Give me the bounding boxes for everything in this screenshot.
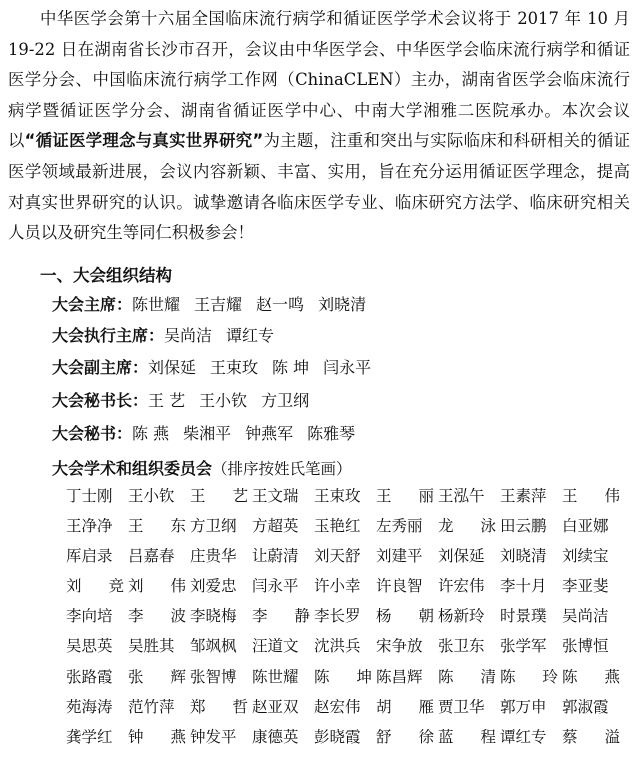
committee-member: 田 云 鹏 xyxy=(500,517,547,536)
committee-member: 赵 宏 伟 xyxy=(314,697,361,716)
committee-member: 吴 思 英 xyxy=(66,637,113,656)
role-row xyxy=(52,355,385,378)
committee-member: 李 十 月 xyxy=(500,577,547,596)
person-name: 吴尚洁 xyxy=(164,326,213,345)
committee-member: 赵 亚 双 xyxy=(252,697,299,716)
committee-member: 许 小 幸 xyxy=(314,577,361,596)
committee-member: 方 卫 纲 xyxy=(190,517,237,536)
committee-label: 大会学术和组织委员会 xyxy=(52,459,213,478)
role-names xyxy=(148,391,323,410)
committee-member: 刘 伟 xyxy=(128,577,186,596)
person-name: 王小钦 xyxy=(199,391,248,410)
intro-text-part2: 为主题，注重和突出与实际临床和科研相关的循证医学领域最新进展，会议内容新颖、丰富、实用，旨在充分运用循证医学理念，提高对真实世界研究的认识。诚挚邀请各临床医学专业、临床研究方法学、临床研究相关人员以及研究生等同仁积极参会！ xyxy=(8,131,631,243)
committee-member: 王 小 钦 xyxy=(128,487,175,505)
role-label: 大会秘书： xyxy=(52,424,133,443)
role-names xyxy=(164,326,288,345)
committee-member: 杨 朝 xyxy=(376,607,434,626)
committee-member: 汪 道 文 xyxy=(252,637,299,656)
committee-member: 张 智 博 xyxy=(190,667,237,686)
committee-member: 张 学 军 xyxy=(500,637,547,656)
committee-row xyxy=(66,725,624,755)
person-name: 方卫纲 xyxy=(261,391,310,410)
committee-member: 玉 艳 红 xyxy=(314,517,361,536)
person-name: 刘保延 xyxy=(148,358,197,377)
committee-member: 李 长 罗 xyxy=(314,607,361,626)
committee-row xyxy=(66,665,624,695)
committee-member: 李 亚 斐 xyxy=(562,577,609,596)
committee-member: 吴 胜 其 xyxy=(128,637,175,656)
committee-member: 王 丽 xyxy=(376,487,434,505)
role-row xyxy=(52,388,323,411)
committee-member: 丁 士 刚 xyxy=(66,487,113,505)
committee-row xyxy=(66,544,624,574)
committee-member: 陈 昌 辉 xyxy=(376,667,423,686)
committee-heading xyxy=(52,456,352,479)
role-names xyxy=(148,358,385,377)
committee-member: 郑 哲 xyxy=(190,697,248,716)
committee-member: 刘 建 平 xyxy=(376,547,423,566)
committee-member: 李 向 培 xyxy=(66,607,113,626)
role-row xyxy=(52,292,380,315)
person-name: 刘晓清 xyxy=(318,295,367,314)
committee-member: 陈 清 xyxy=(438,667,496,686)
role-label: 大会主席： xyxy=(52,295,133,314)
committee-member: 王 东 xyxy=(128,517,186,536)
committee-member: 王 泓 午 xyxy=(438,487,485,505)
committee-row xyxy=(66,514,624,544)
committee-note: （排序按姓氏笔画） xyxy=(212,460,352,478)
committee-member: 张 卫 东 xyxy=(438,637,485,656)
committee-member: 刘 续 宝 xyxy=(562,547,609,566)
role-names xyxy=(132,424,369,443)
committee-member: 许 良 智 xyxy=(376,577,423,596)
role-label: 大会副主席： xyxy=(52,358,149,377)
role-row xyxy=(52,421,369,444)
role-label: 大会执行主席： xyxy=(52,326,165,345)
committee-member: 李 波 xyxy=(128,607,186,626)
committee-member: 舒 徐 xyxy=(376,727,434,746)
role-row xyxy=(52,323,288,346)
person-name: 陈雅琴 xyxy=(307,424,356,443)
committee-member: 王 素 萍 xyxy=(500,487,547,505)
committee-member: 陈 玲 xyxy=(500,667,558,686)
committee-member: 时 景 璞 xyxy=(500,607,547,626)
committee-member: 王 束 玫 xyxy=(314,487,361,505)
committee-member: 刘 天 舒 xyxy=(314,547,361,566)
committee-member: 彭 晓 霞 xyxy=(314,727,361,746)
committee-member: 郭 淑 霞 xyxy=(562,697,609,716)
committee-member: 白 亚 娜 xyxy=(562,517,609,536)
committee-member: 龙 泳 xyxy=(438,517,496,536)
committee-member: 王 伟 xyxy=(562,487,620,505)
committee-row xyxy=(66,574,624,604)
committee-member: 庄 贵 华 xyxy=(190,547,237,566)
committee-names-grid xyxy=(66,484,624,755)
committee-row xyxy=(66,484,624,514)
committee-row xyxy=(66,695,624,725)
committee-member: 许 宏 伟 xyxy=(438,577,485,596)
committee-member: 沈 洪 兵 xyxy=(314,637,361,656)
committee-row xyxy=(66,634,624,664)
person-name: 柴湘平 xyxy=(183,424,232,443)
committee-member: 刘 晓 清 xyxy=(500,547,547,566)
committee-member: 陈 世 耀 xyxy=(252,667,299,686)
person-name: 谭红专 xyxy=(226,326,275,345)
role-names xyxy=(132,295,380,314)
committee-member: 王 文 瑞 xyxy=(252,487,299,505)
committee-member: 郭 万 申 xyxy=(500,697,547,716)
committee-member: 刘 保 延 xyxy=(438,547,485,566)
committee-member: 李 晓 梅 xyxy=(190,607,237,626)
person-name: 王 艺 xyxy=(148,391,186,410)
intro-text-part1: 中华医学会第十六届全国临床流行病学和循证医学学术会议将于 2017 年 10 月 19-22 日在湖南省长沙市召开，会议由中华医学会、中华医学会临床流行病学和循证医学分会、中国临床流行病学工作网（ChinaCLEN）主办，湖南省医学会临床流行病学暨循证医学分会、湖南省循证医学中心、中南大学湘雅二医院承办。本次会议以 xyxy=(8,9,630,151)
person-name: 闫永平 xyxy=(323,358,372,377)
committee-member: 吴 尚 洁 xyxy=(562,607,609,626)
committee-member: 李 静 xyxy=(252,607,310,626)
committee-member: 王 艺 xyxy=(190,487,248,505)
committee-member: 方 超 英 xyxy=(252,517,299,536)
committee-member: 让 蔚 清 xyxy=(252,547,299,566)
committee-member: 钟 燕 xyxy=(128,727,186,746)
committee-member: 谭 红 专 xyxy=(500,727,547,746)
committee-member: 张 博 恒 xyxy=(562,637,609,656)
committee-member: 陈 坤 xyxy=(314,667,372,686)
committee-member: 厍 启 录 xyxy=(66,547,113,566)
person-name: 陈 坤 xyxy=(272,358,310,377)
committee-member: 范 竹 萍 xyxy=(128,697,175,716)
committee-member: 邹 飒 枫 xyxy=(190,637,237,656)
committee-member: 康 德 英 xyxy=(252,727,299,746)
person-name: 王吉耀 xyxy=(194,295,243,314)
committee-member: 王 净 净 xyxy=(66,517,113,536)
committee-member: 宋 争 放 xyxy=(376,637,423,656)
person-name: 钟燕军 xyxy=(245,424,294,443)
committee-member: 贾 卫 华 xyxy=(438,697,485,716)
role-label: 大会秘书长： xyxy=(52,391,149,410)
committee-member: 陈 燕 xyxy=(562,667,620,686)
person-name: 赵一鸣 xyxy=(256,295,305,314)
committee-member: 刘 爱 忠 xyxy=(190,577,237,596)
person-name: 陈 燕 xyxy=(132,424,170,443)
committee-member: 吕 嘉 春 xyxy=(128,547,175,566)
committee-row xyxy=(66,604,624,634)
person-name: 王束玫 xyxy=(210,358,259,377)
committee-member: 蔡 溢 xyxy=(562,727,620,746)
committee-member: 刘 竞 xyxy=(66,577,124,596)
committee-member: 左 秀 丽 xyxy=(376,517,423,536)
committee-member: 张 辉 xyxy=(128,667,186,686)
committee-member: 胡 雁 xyxy=(376,697,434,716)
committee-member: 杨 新 玲 xyxy=(438,607,485,626)
intro-paragraph xyxy=(8,4,630,249)
section-heading: 一、大会组织结构 xyxy=(40,266,172,285)
committee-member: 蓝 程 xyxy=(438,727,496,746)
person-name: 陈世耀 xyxy=(132,295,181,314)
committee-member: 钟 发 平 xyxy=(190,727,237,746)
committee-member: 龚 学 红 xyxy=(66,727,113,746)
committee-member: 苑 海 涛 xyxy=(66,697,113,716)
committee-member: 张 路 霞 xyxy=(66,667,113,686)
meeting-theme: “循证医学理念与真实世界研究” xyxy=(24,131,264,151)
committee-member: 闫 永 平 xyxy=(252,577,299,596)
